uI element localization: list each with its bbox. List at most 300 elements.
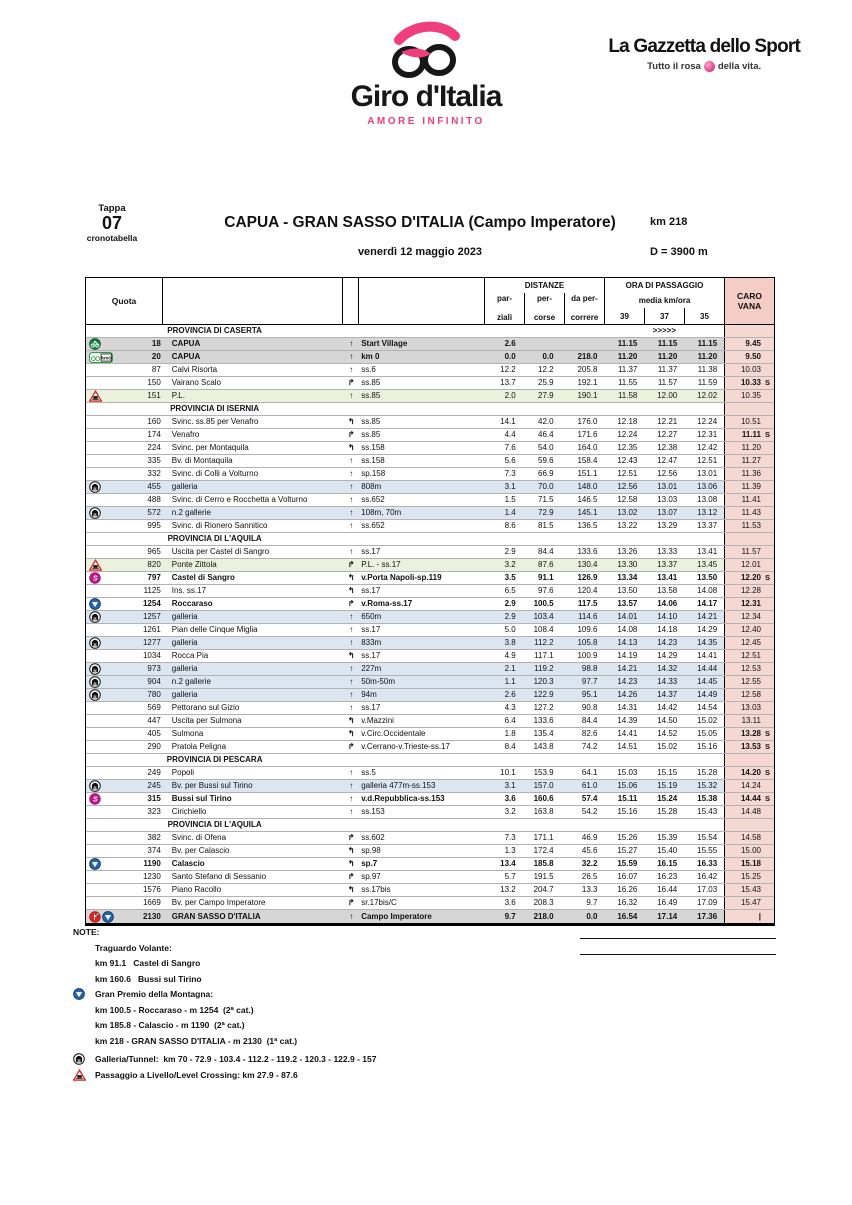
road-name: Campo Imperatore [361,911,432,921]
time-at-39: 11.55 [617,378,638,387]
time-at-35: 13.12 [697,508,718,517]
locality-name: Pian delle Cinque Miglia [171,625,258,634]
caravan-cell [724,585,774,597]
locality-name: n.2 gallerie [171,677,211,686]
time-at-37: 15.39 [657,833,678,842]
time-at-39: 13.02 [617,508,638,517]
table-row [86,468,774,481]
time-at-35: 14.29 [697,625,718,634]
locality-name: CAPUA [171,352,201,361]
caravan-time: 11.43 [741,508,761,517]
province-label: PROVINCIA DI PESCARA [166,755,263,764]
row-icons [86,377,134,389]
table-row [86,637,774,650]
direction-up-icon: ↑ [349,677,354,686]
locality-name: CAPUA [171,339,201,348]
table-row [86,507,774,520]
note-item [73,1033,376,1049]
time-at-39: 15.59 [617,859,638,868]
altitude-value: 323 [147,807,161,816]
distance-partial: 12.2 [500,365,516,374]
caravan-s-flag: S [764,729,770,738]
time-at-35: 13.45 [697,560,718,569]
distance-partial: 2.9 [504,547,516,556]
caravan-cell [724,832,774,844]
caravan-cell [724,806,774,818]
gazzetta-tagline-post: della vita. [717,61,762,72]
locality-name: galleria [171,664,198,673]
time-at-37: 11.20 [657,352,678,361]
row-icons [86,806,134,818]
road-name: ss.85 [361,417,381,426]
col-header-caravan: CARO VANA [725,278,774,324]
locality-name: Sulmona [171,729,204,738]
row-icons [86,689,134,701]
note-text: km 218 - GRAN SASSO D'ITALIA - m 2130 (1ª cat.) [95,1035,298,1046]
row-icons [86,858,134,870]
distance-partial: 4.9 [504,651,516,660]
road-name: 808m [361,482,382,491]
table-row [86,520,774,533]
row-icons [86,481,134,493]
road-name: sp.7 [361,859,378,868]
tunnel-icon [89,689,101,701]
distance-remaining: 171.6 [577,430,598,439]
time-at-37: 15.15 [657,768,678,777]
road-name: 833m [361,638,382,647]
timetable [85,277,775,926]
altitude-value: 1125 [143,586,161,595]
altitude-value: 160 [147,417,161,426]
locality-name: Castel di Sangro [171,573,235,582]
direction-up-icon: ↑ [349,612,354,621]
time-at-39: 16.26 [617,885,638,894]
table-row [86,429,774,442]
caravan-s-flag: S [764,742,770,751]
distance-partial: 6.4 [504,716,516,725]
svg-text:km0: km0 [101,355,112,361]
caravan-time: 10.03 [740,365,761,374]
time-at-39: 14.21 [617,664,638,673]
altitude-value: 151 [147,391,161,400]
caravan-time: 11.11 [741,430,761,439]
time-at-37: 13.07 [657,508,678,517]
time-at-37: 13.03 [657,495,678,504]
direction-right-icon: ↱ [347,430,355,439]
distance-remaining: 26.5 [581,872,598,881]
crossing-icon [89,390,102,402]
time-at-35: 15.38 [697,794,718,803]
section-spacer [343,754,644,766]
distance-covered: 135.4 [533,729,554,738]
caravan-cell [724,598,774,610]
direction-right-icon: ↱ [347,742,355,751]
altitude-value: 1669 [142,898,161,907]
altitude-value: 382 [147,833,161,842]
section-spacer [684,819,724,831]
stage-distance: km 218 [650,216,688,228]
note-text: Passaggio a Livello/Level Crossing: km 27.9 - 87.6 [95,1069,298,1080]
time-at-37: 14.37 [657,690,678,699]
row-icons [86,780,134,792]
time-at-39: 13.30 [617,560,638,569]
time-at-35: 16.42 [697,872,718,881]
distance-covered: 204.7 [533,885,554,894]
stage-label: Tappa [98,203,126,214]
note-icon-slot [73,988,95,1000]
time-at-35: 12.42 [697,443,718,452]
altitude-value: 995 [147,521,161,530]
caravan-cell [724,728,774,740]
direction-left-icon: ↰ [347,885,355,894]
note-icon-slot [73,1069,95,1081]
giro-logo [0,18,852,127]
row-icons [86,637,134,649]
table-row [86,481,774,494]
distance-remaining: 109.6 [577,625,598,634]
caravan-cell [724,325,774,337]
altitude-value: 780 [147,690,161,699]
distance-remaining: 151.1 [577,469,598,478]
table-row [86,611,774,624]
distance-partial: 2.1 [504,664,516,673]
direction-up-icon: ↑ [349,521,354,530]
distance-partial: 5.7 [504,872,516,881]
locality-name: galleria [171,638,198,647]
time-at-35: 13.08 [697,495,718,504]
time-at-39: 11.58 [617,391,638,400]
note-item [73,987,376,1003]
distance-remaining: 84.4 [581,716,598,725]
caravan-cell [724,650,774,662]
time-at-37: 14.10 [657,612,678,621]
locality-name: Pratola Peligna [171,742,227,751]
section-spacer [684,754,724,766]
time-at-39: 13.50 [617,586,638,595]
caravan-cell [724,377,774,389]
altitude-value: 224 [147,443,161,452]
note-text: Gran Premio della Montagna: [95,989,214,1000]
caravan-cell [724,351,774,363]
row-icons [86,572,134,584]
section-spacer [684,533,724,545]
caravan-cell [724,507,774,519]
altitude-value: 2130 [142,911,161,921]
altitude-value: 315 [147,794,161,803]
road-name: ss.6 [361,365,376,374]
altitude-value: 455 [147,482,161,491]
time-at-39: 14.41 [617,729,638,738]
locality-name: Uscita per Sulmona [171,716,242,725]
locality-name: Cirichiello [171,807,207,816]
distance-remaining: 158.4 [577,456,598,465]
col-header-locality [163,278,343,324]
section-row [86,819,774,832]
time-at-35: 11.20 [697,352,718,361]
time-at-37: 16.15 [657,859,678,868]
table-row [86,741,774,754]
direction-left-icon: ↰ [347,651,355,660]
row-icons [86,585,134,597]
time-at-37: 14.18 [657,625,678,634]
distance-covered: 160.6 [533,794,554,803]
table-row [86,390,774,403]
distance-remaining: 0.0 [586,911,598,921]
distance-covered: 117.1 [534,651,554,660]
sprint-icon [89,572,101,584]
caravan-time: 13.11 [741,716,761,725]
locality-name: Ins. ss.17 [171,586,207,595]
distance-partial: 3.6 [504,794,516,803]
time-at-39: 16.07 [617,872,638,881]
altitude-value: 569 [147,703,161,712]
distance-remaining: 100.9 [577,651,598,660]
locality-name: Vairano Scalo [171,378,221,387]
direction-up-icon: ↑ [349,768,354,777]
time-at-35: 14.45 [697,677,718,686]
road-name: ss.85 [361,378,381,387]
direction-up-icon: ↑ [349,495,354,504]
table-row [86,572,774,585]
time-at-35: 12.02 [697,391,718,400]
distance-partial: 13.2 [500,885,516,894]
province-label: PROVINCIA DI L'AQUILA [167,534,262,543]
distance-remaining: 98.8 [581,664,598,673]
caravan-time: 12.01 [740,560,761,569]
locality-name: Bv. per Bussi sul Tirino [171,781,253,790]
row-icons [86,416,134,428]
gpm-icon [89,858,101,870]
time-at-35: 17.03 [697,885,718,894]
altitude-value: 1034 [142,651,161,660]
distance-covered: 120.3 [533,677,554,686]
col-header-dapercorrere: da per- correre [564,293,604,324]
caravan-start-marker [644,754,684,766]
section-spacer [343,403,644,415]
caravan-time: 12.53 [740,664,761,673]
time-at-39: 12.56 [617,482,638,491]
table-row [86,702,774,715]
distance-remaining: 164.0 [577,443,598,452]
caravan-time: 12.51 [740,651,761,660]
distance-partial: 3.5 [504,573,516,582]
direction-left-icon: ↰ [347,586,355,595]
distance-partial: 3.8 [504,638,516,647]
caravan-cell [724,390,774,402]
note-item [73,971,376,987]
locality-name: Svinc. ss.85 per Venafro [171,417,259,426]
road-name: sp.98 [361,846,381,855]
time-at-37: 12.21 [657,417,678,426]
caravan-time: 12.40 [740,625,761,634]
altitude-value: 1190 [143,859,161,868]
notes-title: NOTE: [73,927,100,937]
distance-covered: 100.5 [533,599,554,608]
section-row [86,533,774,546]
caravan-cell [724,858,774,870]
caravan-cell [724,533,774,545]
time-at-39: 13.22 [617,521,638,530]
locality-name: Santo Stefano di Sessanio [171,872,267,881]
distance-partial: 14.1 [500,417,516,426]
row-icons [86,871,134,883]
caravan-time: 13.28 [740,729,761,738]
caravan-time: 10.51 [740,417,761,426]
section-spacer [343,325,644,337]
locality-name: Svinc. di Ofena [171,833,227,842]
locality-name: Calvi Risorta [171,365,218,374]
caravan-time: 11.41 [741,495,761,504]
distance-partial: 8.4 [504,742,516,751]
tunnel-icon [89,637,101,649]
caravan-cell [724,767,774,779]
time-at-39: 15.06 [617,781,638,790]
caravan-cell [724,793,774,805]
time-at-37: 11.57 [657,378,678,387]
row-icons [86,559,134,571]
caravan-start-marker [644,819,684,831]
distance-partial: 4.3 [504,703,516,712]
direction-right-icon: ↱ [347,872,355,881]
tunnel-icon [89,611,101,623]
distance-covered: 108.4 [533,625,554,634]
section-row [86,325,774,338]
note-text: Galleria/Tunnel: km 70 - 72.9 - 103.4 - 112.2 - 119.2 - 120.3 - 122.9 - 157 [95,1054,377,1065]
direction-up-icon: ↑ [349,482,354,491]
time-at-37: 15.02 [657,742,678,751]
time-at-39: 14.31 [617,703,638,712]
distance-covered: 171.1 [533,833,554,842]
col-header-speed-37: 37 [644,308,684,324]
time-at-37: 12.27 [657,430,678,439]
table-row [86,767,774,780]
table-row [86,910,774,923]
row-icons [86,676,134,688]
caravan-time: 9.45 [745,339,761,348]
time-at-37: 14.52 [657,729,678,738]
altitude-value: 965 [147,547,161,556]
row-icons [86,624,134,636]
distance-remaining: 82.6 [581,729,598,738]
distance-covered: 103.4 [533,612,554,621]
distance-partial: 1.4 [504,508,516,517]
distance-covered [523,338,561,350]
caravan-time: 11.20 [741,443,761,452]
road-name: sp.97 [361,872,381,881]
caravan-cell [724,845,774,857]
caravan-cell [724,416,774,428]
time-at-39: 16.32 [617,898,638,907]
distance-partial: 2.9 [504,599,516,608]
altitude-value: 488 [147,495,161,504]
time-at-35: 15.32 [697,781,718,790]
altitude-value: 405 [147,729,161,738]
direction-up-icon: ↑ [349,664,354,673]
province-label: PROVINCIA DI ISERNIA [170,404,260,413]
table-row [86,780,774,793]
caravan-time: 11.39 [741,482,761,491]
distance-partial: 1.1 [504,677,516,686]
col-header-quota: Quota [86,278,163,324]
distance-partial: 5.6 [504,456,516,465]
altitude-value: 332 [147,469,161,478]
crossing-icon [89,559,102,571]
direction-left-icon: ↰ [347,859,355,868]
start-icon [89,338,101,350]
road-name: ss.85 [361,391,381,400]
caravan-time: 15.43 [740,885,761,894]
distance-partial: 3.1 [504,781,516,790]
direction-up-icon: ↑ [349,625,354,634]
caravan-time: 12.20 [740,573,761,582]
caravan-cell [724,663,774,675]
distance-partial: 4.4 [504,430,516,439]
road-name: galleria 477m-ss.153 [361,781,436,790]
distance-remaining: 117.5 [577,599,598,608]
sprint-icon [89,793,101,805]
altitude-value: 335 [147,456,161,465]
road-name: v.Circ.Occidentale [361,729,426,738]
time-at-39: 14.01 [617,612,638,621]
time-at-37: 14.32 [657,664,678,673]
row-icons [86,884,134,896]
table-row [86,650,774,663]
altitude-value: 1277 [142,638,161,647]
distance-partial: 3.1 [504,482,516,491]
distance-remaining: 136.5 [577,521,598,530]
distance-remaining: 145.1 [577,508,598,517]
tunnel-icon [89,481,101,493]
row-icons [86,728,134,740]
caravan-time: 11.53 [741,521,761,530]
distance-remaining: 190.1 [577,391,598,400]
road-name: v.Mazzini [361,716,394,725]
time-at-35: 12.24 [697,417,718,426]
direction-up-icon: ↑ [349,352,354,361]
road-name: ss.158 [361,443,385,452]
direction-right-icon: ↱ [347,599,355,608]
direction-left-icon: ↰ [347,846,355,855]
caravan-start-marker: >>>>> [652,326,676,335]
row-icons [86,910,134,923]
altitude-value: 150 [147,378,161,387]
table-row [86,897,774,910]
locality-name: galleria [171,612,198,621]
distance-covered: 27.9 [538,391,554,400]
road-name: sp.158 [361,469,386,478]
note-icon-slot [73,1053,95,1065]
road-name: ss.17 [361,703,381,712]
locality-name: GRAN SASSO D'ITALIA [171,911,261,921]
road-name: v.Porta Napoli-sp.119 [361,573,442,582]
time-at-37: 13.33 [657,547,678,556]
tunnel-icon [89,663,101,675]
road-name: v.Roma-ss.17 [361,599,413,608]
road-name: Start Village [361,339,408,348]
section-spacer [343,819,644,831]
finish-icon [89,911,101,923]
distance-remaining: 32.2 [581,859,598,868]
time-at-37: 15.40 [657,846,678,855]
row-icons [86,494,134,506]
altitude-value: 374 [147,846,161,855]
caravan-cell [724,429,774,441]
caravan-start-marker [644,403,684,415]
distance-remaining: 176.0 [577,417,598,426]
caravan-time: 11.27 [741,456,761,465]
time-at-35: 15.16 [697,742,718,751]
col-header-parziali: par- ziali [496,294,513,322]
